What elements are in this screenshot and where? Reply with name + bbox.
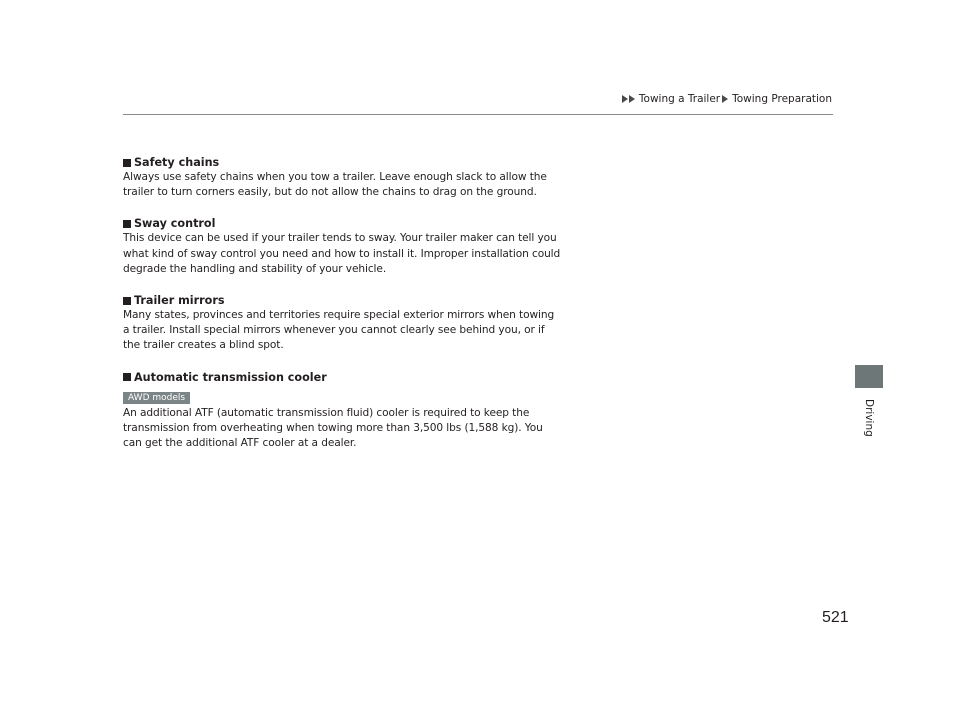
chapter-label: Driving	[863, 399, 875, 437]
section-body: Always use safety chains when you tow a trailer. Leave enough slack to allow the trailer to turn corners easily, but do not allow the chains to drag on the ground.	[123, 171, 547, 199]
page-number: 521	[822, 609, 849, 626]
breadcrumb-arrow-icon	[722, 95, 729, 103]
model-badge: AWD models	[123, 392, 190, 404]
breadcrumb-item-towing-preparation[interactable]: Towing Preparation	[732, 93, 832, 105]
section-sway-control	[123, 216, 563, 277]
breadcrumb-arrows-icon	[622, 95, 636, 103]
section-heading: Trailer mirrors	[134, 294, 225, 308]
section-safety-chains	[123, 155, 563, 200]
square-bullet-icon	[123, 373, 131, 381]
square-bullet-icon	[123, 220, 131, 228]
section-heading: Automatic transmission cooler	[134, 370, 327, 384]
section-trailer-mirrors	[123, 293, 563, 354]
section-heading: Safety chains	[134, 156, 220, 169]
section-heading: Sway control	[134, 217, 216, 231]
section-body: This device can be used if your trailer tends to sway. Your trailer maker can tell you what kind of sway control you need and how to install it. Improper installation could degrade the handling and stability of your vehicle.	[123, 232, 561, 275]
square-bullet-icon	[123, 159, 131, 167]
chapter-tab[interactable]	[855, 365, 883, 388]
section-body: Many states, provinces and territories require special exterior mirrors when towing a trailer. Install special mirrors whenever you cannot clearly see behind you, or if the trailer creates a blind spot.	[123, 309, 555, 352]
header-divider	[123, 114, 833, 115]
breadcrumb-item-towing-a-trailer[interactable]: Towing a Trailer	[638, 93, 721, 105]
main-content	[123, 155, 563, 467]
section-body: An additional ATF (automatic transmission fluid) cooler is required to keep the transmission from overheating when towing more than 3,500 lbs (1,588 kg). You can get the additional ATF cooler at a dealer.	[123, 406, 543, 450]
section-transmission-cooler	[123, 370, 563, 452]
square-bullet-icon	[123, 297, 131, 305]
breadcrumb	[622, 93, 832, 105]
